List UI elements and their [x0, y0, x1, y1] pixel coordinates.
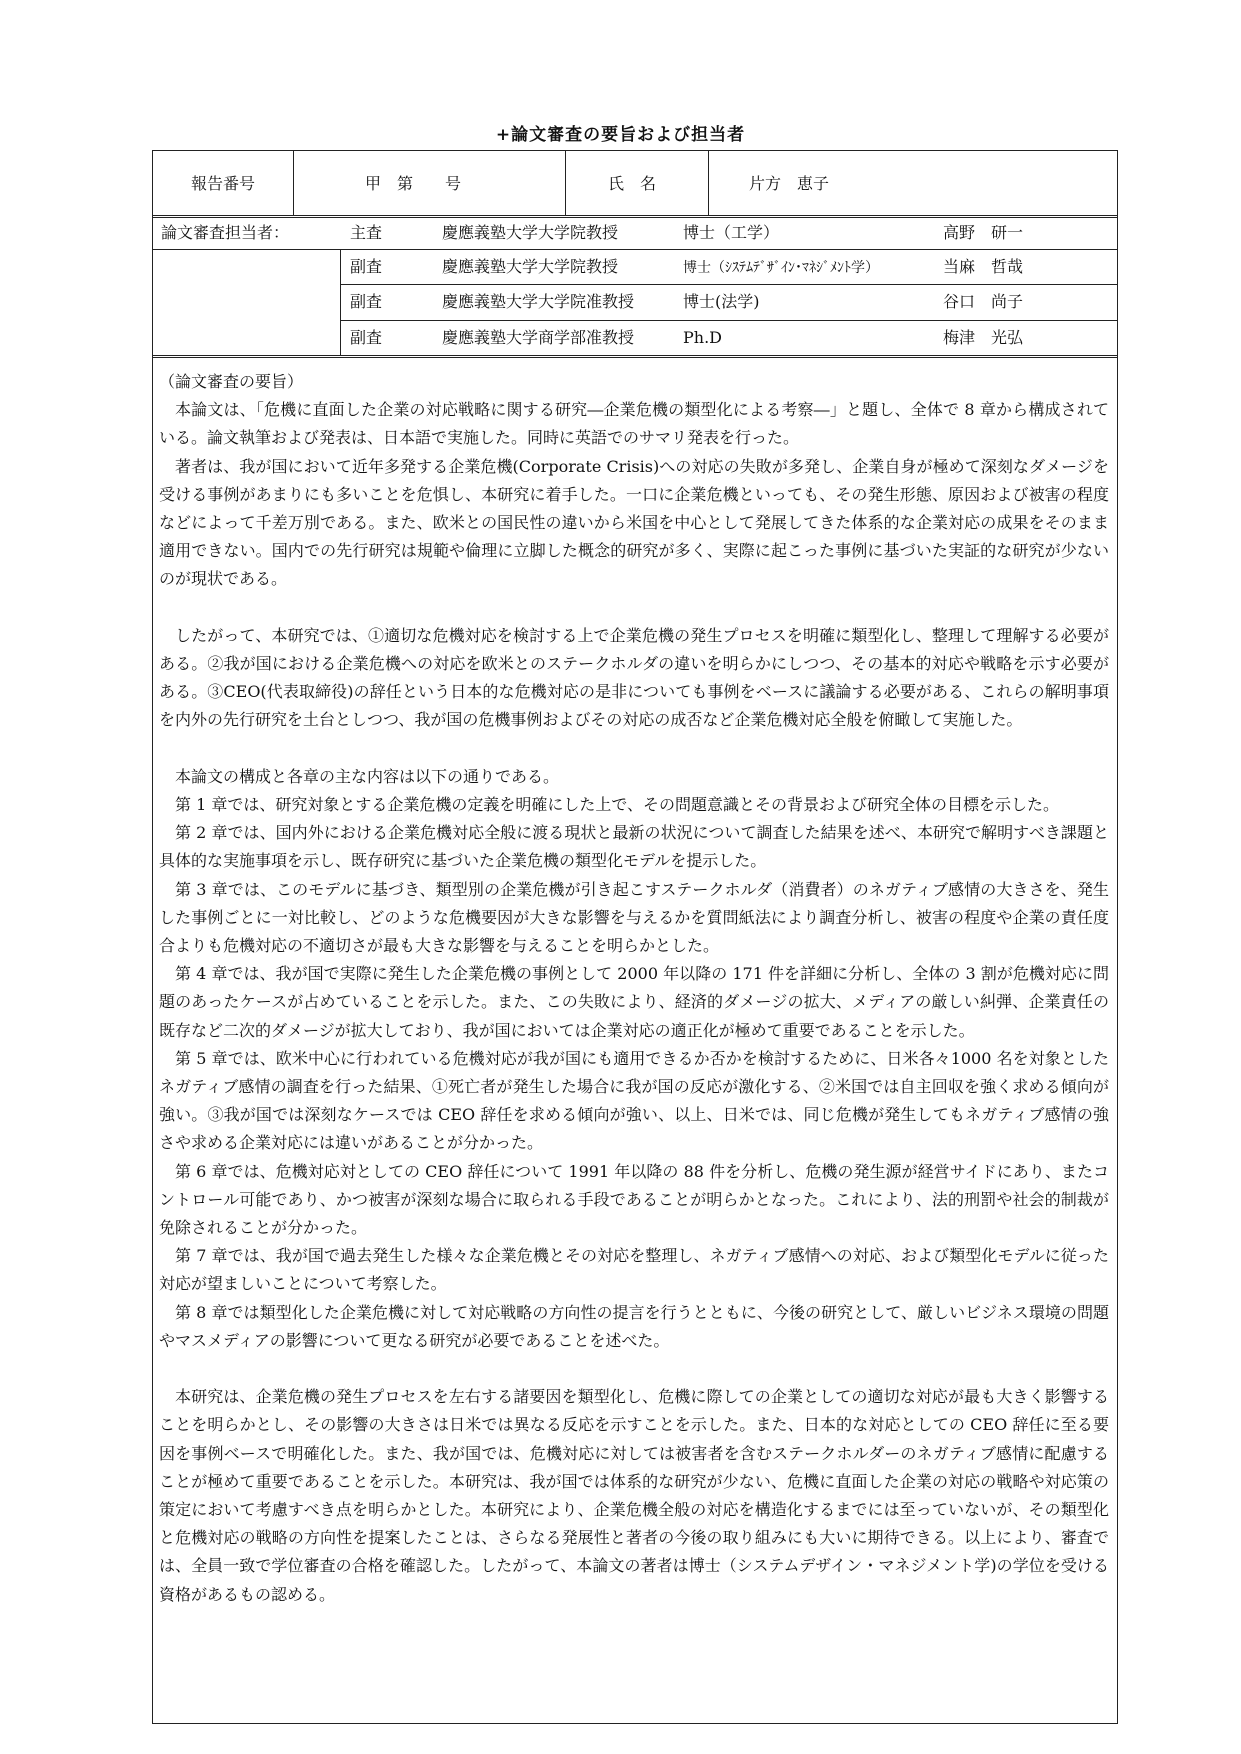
examiner-affiliation: 慶應義塾大学大学院准教授 — [442, 292, 635, 311]
summary-paragraph: 本論文は、「危機に直面した企業の対応戦略に関する研究―企業危機の類型化による考察―」と題し、全体で 8 章から構成されている。論文執筆および発表は、日本語で実施した。同時に英語でのサマリ発表を行った。 — [159, 400, 1109, 448]
examiner-name: 当麻 哲哉 — [943, 257, 1024, 276]
examiner-role: 副査 — [350, 292, 383, 311]
chapter-paragraph: 第 2 章では、国内外における企業危機対応全般に渡る現状と最新の状況について調査した結果を述べ、本研究で解明すべき課題と具体的な実施事項を示し、既存研究に基づいた企業危機の類型化モデルを提示した。 — [159, 823, 1109, 871]
row-divider — [340, 320, 1117, 321]
examiner-degree: Ph.D — [683, 328, 722, 347]
examiner-role: 主査 — [350, 223, 383, 242]
examiner-degree: 博士(法学) — [683, 292, 760, 311]
examiner-affiliation: 慶應義塾大学商学部准教授 — [442, 328, 635, 347]
examiner-affiliation: 慶應義塾大学大学院教授 — [442, 223, 619, 242]
chapter-paragraph: 第 1 章では、研究対象とする企業危機の定義を明確にした上で、その問題意識とその背景および研究全体の目標を示した。 — [175, 795, 1060, 815]
chapter-paragraph: 第 3 章では、このモデルに基づき、類型別の企業危機が引き起こすステークホルダ（消費者）のネガティブ感情の大きさを、発生した事例ごとに一対比較し、どのような危機要因が大きな影響を与えるかを質問紙法により調査分析し、被害の程度や企業の責任度合よりも危機対応の不適切さが最も大きな影響を与えることを明らかとした。 — [159, 879, 1109, 956]
col-divider — [565, 151, 566, 216]
examiner-role: 副査 — [350, 328, 383, 347]
col-divider — [293, 151, 294, 216]
review-summary — [159, 368, 1109, 1609]
examiner-name: 高野 研一 — [943, 223, 1024, 242]
chapter-paragraph: 第 8 章では類型化した企業危機に対して対応戦略の方向性の提言を行うとともに、今後の研究として、厳しいビジネス環境の問題やマスメディアの影響について更なる研究が必要であることを述べた。 — [159, 1302, 1109, 1350]
conclusion-paragraph: 本研究は、企業危機の発生プロセスを左右する諸要因を類型化し、危機に際しての企業としての適切な対応が最も大きく影響することを明らかとし、その影響の大きさは日米では異なる反応を示すことを示した。また、日本的な対応としての CEO 辞任に至る要因を事例ベースで明確化した。また、我が国では、危機対応に対しては被害者を含むステークホルダーのネガティブ感情に配慮することが極めて重要であることを示した。本研究は、我が国では体系的な研究が少ない、危機に直面した企業の対応の戦略や対応策の策定において考慮すべき点を明らかとした。本研究により、企業危機全般の対応を構造化するまでには至っていないが、その類型化と危機対応の戦略の方向性を提案したことは、さらなる発展性と著者の今後の取り組みにも大いに期待できる。以上により、審査では、全員一致で学位審査の合格を確認した。したがって、本論文の著者は博士（システムデザイン・マネジメント学)の学位を受ける資格があるもの認める。 — [159, 1387, 1109, 1604]
chapter-paragraph: 第 5 章では、欧米中心に行われている危機対応が我が国にも適用できるか否かを検討するために、日米各々1000 名を対象としたネガティブ感情の調査を行った結果、①死亡者が発生した場合に我が国の反応が激化する、②米国では自主回収を強く求める傾向が強い。③我が国では深刻なケースでは CEO 辞任を求める傾向が強い、以上、日米では、同じ危機が発生してもネガティブ感情の強さや求める企業対応には違いがあることが分かった。 — [159, 1048, 1109, 1153]
row-divider — [153, 355, 1117, 358]
examiner-name: 梅津 光弘 — [943, 328, 1024, 347]
examiner-degree: 博士（工学） — [683, 223, 780, 242]
examiners-label: 論文審査担当者： — [161, 223, 290, 242]
document-title: +論文審査の要旨および担当者 — [495, 125, 746, 145]
summary-paragraph: したがって、本研究では、①適切な危機対応を検討する上で企業危機の発生プロセスを明確に類型化し、整理して理解する必要がある。②我が国における企業危機への対応を欧米とのステークホルダの違いを明らかにしつつ、その基本的対応や戦略を示す必要がある。③CEO(代表取締役)の辞任という日本的な危機対応の是非についても事例をベースに議論する必要がある、これらの解明事項を内外の先行研究を土台としつつ、我が国の危機事例およびその対応の成否など企業危機対応全般を俯瞰して実施した。 — [159, 625, 1109, 730]
name-label: 氏 名 — [608, 174, 657, 193]
row-divider — [153, 249, 1117, 250]
col-divider — [340, 250, 341, 356]
row-divider — [153, 215, 1117, 218]
name-value: 片方 恵子 — [749, 174, 830, 193]
examiner-degree: 博士（ｼｽﾃﾑﾃﾞｻﾞｲﾝ･ﾏﾈｼﾞﾒﾝﾄ学） — [683, 260, 879, 276]
review-table — [152, 150, 1118, 1724]
summary-label: （論文審査の要旨） — [159, 372, 304, 391]
summary-paragraph: 著者は、我が国において近年多発する企業危機(Corporate Crisis)への対応の失敗が多発し、企業自身が極めて深刻なダメージを受ける事例があまりにも多いことを危惧し、本研究に着手した。一口に企業危機といっても、その発生形態、原因および被害の程度などによって千差万別である。また、欧米との国民性の違いから米国を中心として発展してきた体系的な企業対応の成果をそのまま適用できない。国内での先行研究は規範や倫理に立脚した概念的研究が多く、実際に起こった事例に基づいた実証的な研究が少ないのが現状である。 — [159, 456, 1109, 589]
row-divider — [340, 284, 1117, 285]
chapter-paragraph: 第 4 章では、我が国で実際に発生した企業危機の事例として 2000 年以降の 171 件を詳細に分析し、全体の 3 割が危機対応に問題のあったケースが占めていることを示した。また、この失敗により、経済的ダメージの拡大、メディアの厳しい糾弾、企業責任の既存など二次的ダメージが拡大しており、我が国においては企業対応の適正化が極めて重要であることを示した。 — [159, 964, 1109, 1040]
report-number-label: 報告番号 — [191, 174, 256, 193]
report-number-value: 甲 第 号 — [365, 174, 462, 193]
examiner-affiliation: 慶應義塾大学大学院教授 — [442, 257, 619, 276]
chapter-paragraph: 第 7 章では、我が国で過去発生した様々な企業危機とその対応を整理し、ネガティブ感情への対応、および類型化モデルに従った対応が望ましいことについて考察した。 — [159, 1246, 1109, 1294]
summary-paragraph: 本論文の構成と各章の主な内容は以下の通りである。 — [175, 766, 560, 786]
col-divider — [708, 151, 709, 216]
chapter-paragraph: 第 6 章では、危機対応対としての CEO 辞任について 1991 年以降の 88 件を分析し、危機の発生源が経営サイドにあり、またコントロール可能であり、かつ被害が深刻な場合に取られる手段であることが明らかとなった。これにより、法的刑罰や社会的制裁が免除されることが分かった。 — [159, 1161, 1109, 1238]
examiner-role: 副査 — [350, 257, 383, 276]
examiner-name: 谷口 尚子 — [943, 292, 1024, 311]
